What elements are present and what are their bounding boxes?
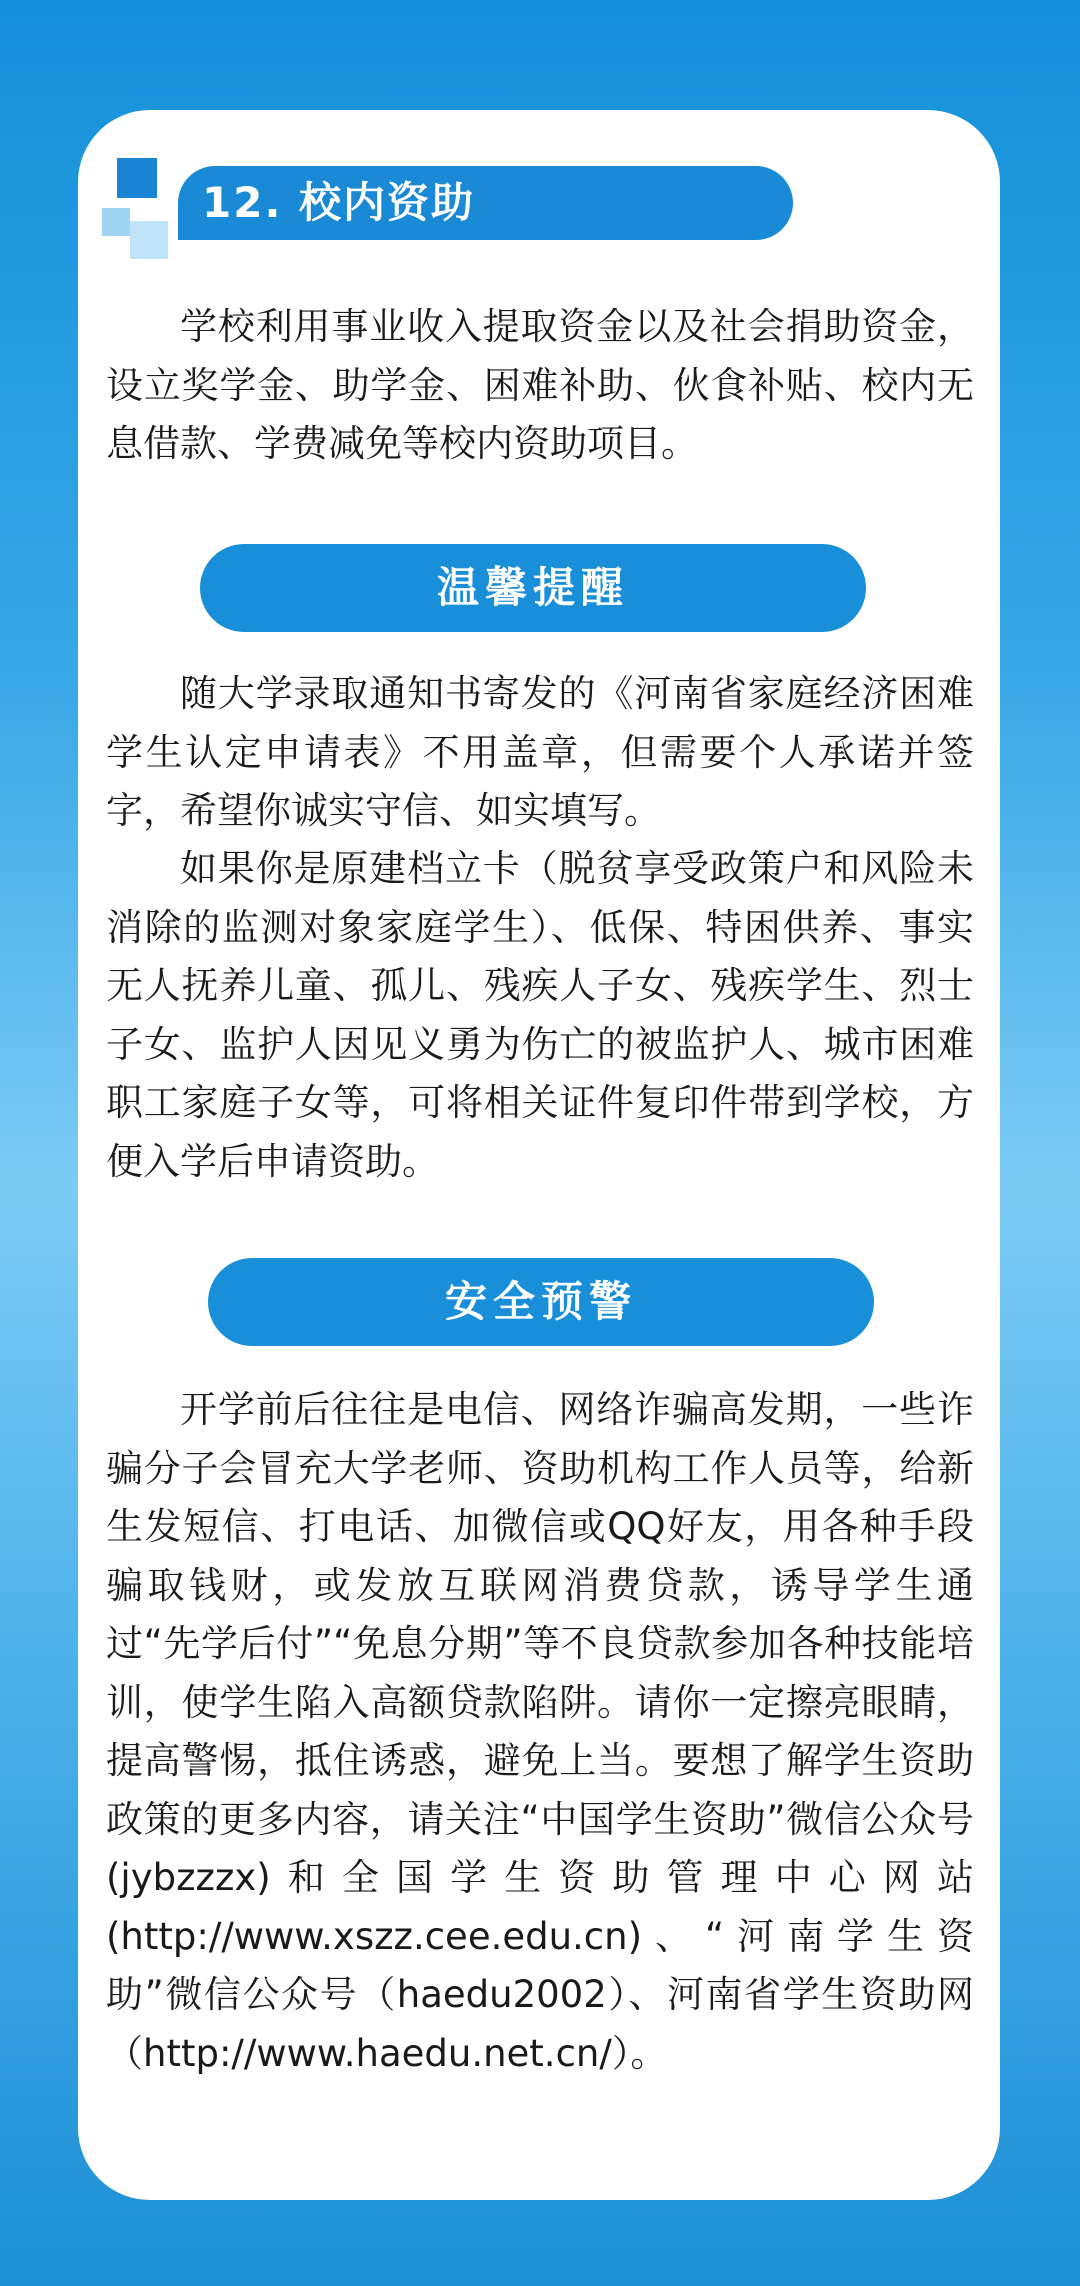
decorative-square-pale (130, 221, 168, 259)
warning-heading: 安全预警 (208, 1258, 874, 1346)
section-title: 12. 校内资助 (178, 166, 793, 240)
reminder-paragraph-2: 如果你是原建档立卡（脱贫享受政策户和风险未消除的监测对象家庭学生）、低保、特困供养、事实无人抚养儿童、孤儿、残疾人子女、残疾学生、烈士子女、监护人因见义勇为伤亡的被监护人、城市困难职工家庭子女等，可将相关证件复印件带到学校，方便入学后申请资助。 (106, 847, 974, 1183)
decorative-square-light (102, 208, 130, 236)
warning-body: 开学前后往往是电信、网络诈骗高发期，一些诈骗分子会冒充大学老师、资助机构工作人员等，给新生发短信、打电话、加微信或QQ好友，用各种手段骗取钱财，或发放互联网消费贷款，诱导学生通过“先学后付”“免息分期”等不良贷款参加各种技能培训，使学生陷入高额贷款陷阱。请你一定擦亮眼睛，提高警惕，抵住诱惑，避免上当。要想了解学生资助政策的更多内容，请关注“中国学生资助”微信公众号(jybzzzx)和全国学生资助管理中心网站(http://www.xszz.cee.edu.cn)、“河南学生资助”微信公众号（haedu2002）、河南省学生资助网（http://www.haedu.net.cn/）。 (106, 1388, 974, 2075)
decorative-square-dark (117, 158, 157, 198)
reminder-heading: 温馨提醒 (200, 544, 866, 632)
reminder-paragraph-1: 随大学录取通知书寄发的《河南省家庭经济困难学生认定申请表》不用盖章，但需要个人承诺并签字，希望你诚实守信、如实填写。 (106, 672, 974, 832)
section-body: 学校利用事业收入提取资金以及社会捐助资金，设立奖学金、助学金、困难补助、伙食补贴、校内无息借款、学费减免等校内资助项目。 (106, 305, 974, 465)
